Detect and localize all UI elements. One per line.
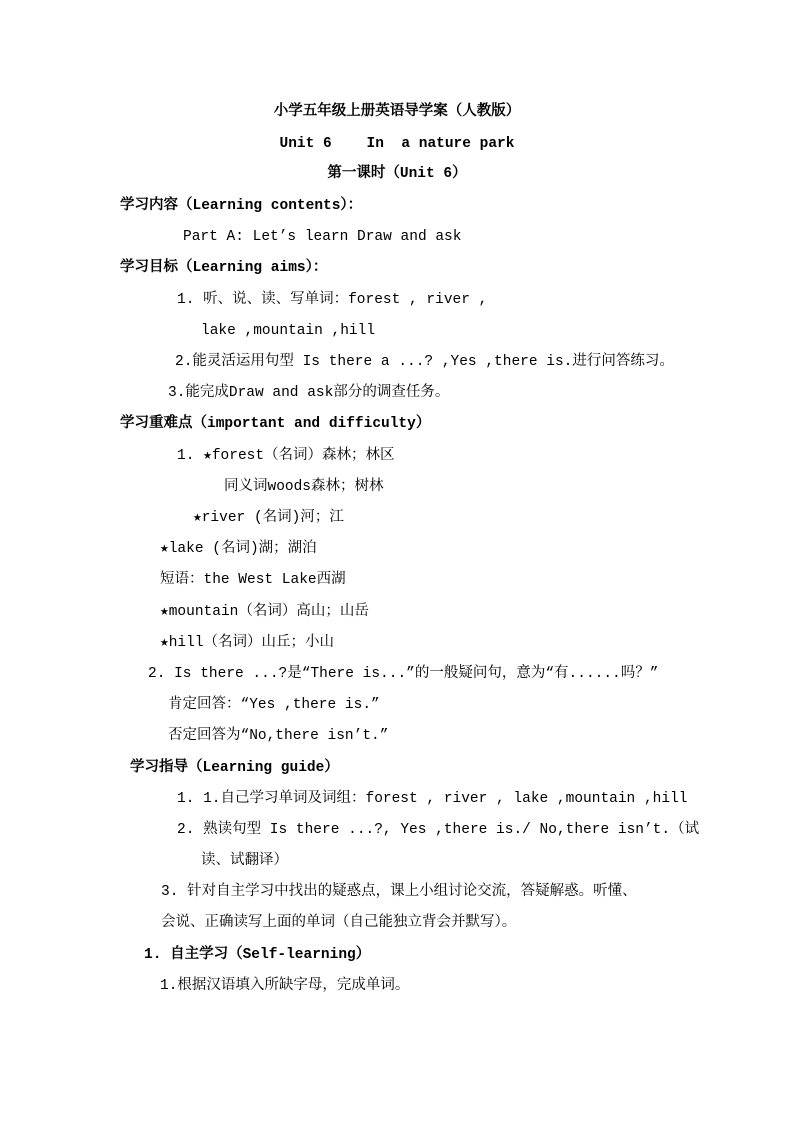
vocab-lake: ★lake (名词)湖；湖泊 [160,541,317,557]
vocab-phrase: 短语：the West Lake西湖 [160,572,346,588]
answer-no: 否定回答为“No,there isn’t.” [168,728,389,744]
self-learning-item-1: 1.根据汉语填入所缺字母，完成单词。 [160,978,410,994]
difficulty-heading: 学习重难点（important and difficulty） [120,416,431,432]
aims-item-2: 2.能灵活运用句型 Is there a ...? ,Yes ,there is.进行问答练习。 [175,354,674,370]
self-learning-heading: 1. 自主学习（Self-learning） [144,947,371,963]
contents-heading: 学习内容（Learning contents）： [120,198,363,214]
page-title: 小学五年级上册英语导学案（人教版） [273,102,521,119]
vocab-mountain: ★mountain（名词）高山；山岳 [160,604,369,620]
answer-yes: 肯定回答：“Yes ,there is.” [168,697,380,713]
vocab-river: ★river (名词)河；江 [193,510,344,526]
guide-item-2-cont: 读、试翻译） [201,853,288,869]
vocab-woods: 同义词woods森林；树林 [224,479,384,495]
guide-item-1: 1. 1.自己学习单词及词组：forest , river , lake ,mountain ,hill [177,791,688,807]
aims-item-1-cont: lake ,mountain ,hill [201,323,376,339]
contents-text: Part A: Let’s learn Draw and ask [183,229,462,245]
vocab-hill: ★hill（名词）山丘；小山 [160,635,335,651]
guide-item-2: 2. 熟读句型 Is there ...?, Yes ,there is./ No,there isn’t.（试 [177,822,700,838]
guide-item-3-cont: 会说、正确读写上面的单词（自己能独立背会并默写）。 [161,915,517,931]
aims-item-3: 3.能完成Draw and ask部分的调查任务。 [168,385,450,401]
unit-title: Unit 6 In a nature park [279,136,515,152]
aims-heading: 学习目标（Learning aims）： [120,260,328,276]
question-pattern: 2. Is there ...?是“There is...”的一般疑问句，意为“有......吗？” [148,666,659,682]
lesson-title: 第一课时（Unit 6） [327,166,467,182]
aims-item-1: 1. 听、说、读、写单词：forest , river , [177,292,488,308]
guide-item-3: 3. 针对自主学习中找出的疑惑点，课上小组讨论交流，答疑解惑。听懂、 [161,884,637,900]
guide-heading: 学习指导（Learning guide） [130,760,339,776]
vocab-forest: 1. ★forest（名词）森林；林区 [177,448,395,464]
